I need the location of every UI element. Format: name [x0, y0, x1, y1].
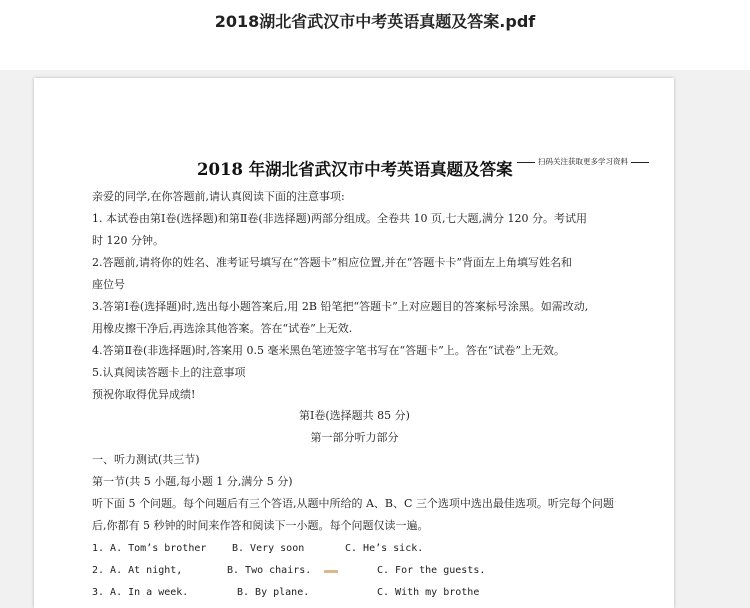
question-3-option-c: C. With my brothe — [377, 587, 480, 598]
subsection-title: 第一节(共 5 小题,每小题 1 分,满分 5 分) — [92, 475, 293, 488]
notice-intro: 亲爱的同学,在你答题前,请认真阅读下面的注意事项: — [92, 190, 345, 203]
listening-title: 一、听力测试(共三节) — [92, 453, 200, 466]
top-bar — [0, 0, 750, 70]
dash-right — [631, 162, 649, 163]
notice-item3-line2: 用橡皮擦干净后,再选涂其他答案。答在“试卷”上无效. — [92, 322, 353, 335]
page-heading: 2018 年湖北省武汉市中考英语真题及答案 — [197, 160, 513, 179]
notice-item2-line2: 座位号 — [92, 278, 125, 291]
section-title: 第Ⅰ卷(选择题共 85 分) — [299, 409, 410, 422]
heading-row — [92, 156, 672, 182]
notice-item4: 4.答第Ⅱ卷(非选择题)时,答案用 0.5 毫米黑色笔迹签字笔书写在“答题卡”上。答在“试卷”上无效。 — [92, 344, 566, 357]
pdf-page — [34, 78, 674, 608]
notice-item1-line1: 1. 本试卷由第Ⅰ卷(选择题)和第Ⅱ卷(非选择题)两部分组成。全卷共 10 页,七大题,满分 120 分。考试用 — [92, 212, 587, 225]
notice-item3-line1: 3.答第Ⅰ卷(选择题)时,选出每小题答案后,用 2B 铅笔把“答题卡”上对应题目的答案标号涂黑。如需改动, — [92, 300, 589, 313]
instructions-line2: 后,你都有 5 秒钟的时间来作答和阅读下一小题。每个问题仅读一遍。 — [92, 519, 429, 532]
document-title: 2018湖北省武汉市中考英语真题及答案.pdf — [214, 12, 536, 31]
question-1-option-a: 1. A. Tom’s brother — [92, 543, 207, 554]
question-3-option-a: 3. A. In a week. — [92, 587, 189, 598]
notice-item2-line1: 2.答题前,请将你的姓名、准考证号填写在“答题卡”相应位置,并在“答题卡卡”背面左上角填写姓名和 — [92, 256, 572, 269]
part-title: 第一部分听力部分 — [310, 431, 399, 444]
side-note — [514, 156, 652, 167]
question-2-option-a: 2. A. At night, — [92, 565, 183, 576]
question-1-option-c: C. He’s sick. — [345, 543, 424, 554]
question-2-option-b: B. Two chairs. — [227, 565, 312, 576]
notice-item1-line2: 时 120 分钟。 — [92, 234, 164, 247]
instructions-line1: 听下面 5 个问题。每个问题后有三个答语,从题中所给的 A、B、C 三个选项中选出最佳选项。听完每个问题 — [92, 497, 614, 510]
notice-item5: 5.认真阅读答题卡上的注意事项 — [92, 366, 246, 379]
question-1-option-b: B. Very soon — [232, 543, 305, 554]
side-note-text: 扫码关注获取更多学习资料 — [538, 157, 628, 166]
question-3-option-b: B. By plane. — [237, 587, 310, 598]
dash-left — [517, 162, 535, 163]
highlight-marker — [324, 570, 338, 573]
notice-wish: 预祝你取得优异成绩! — [92, 388, 196, 401]
question-2-option-c: C. For the guests. — [377, 565, 486, 576]
